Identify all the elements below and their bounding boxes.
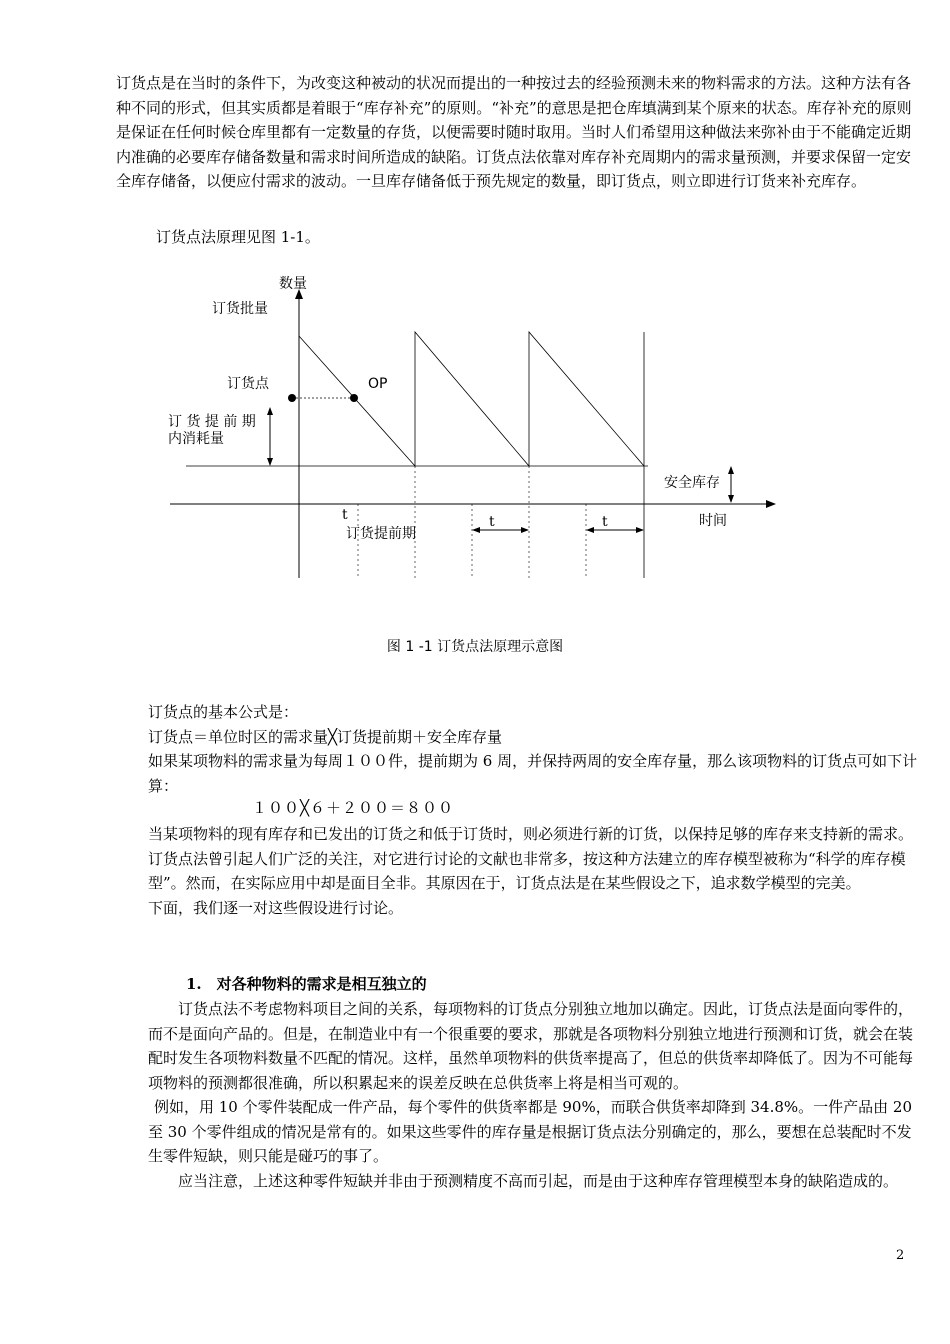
t-label-1: t <box>342 507 348 523</box>
discussion-paragraph-1: 当某项物料的现有库存和已发出的订货之和低于订货时，则必须进行新的订货，以保持足够的库存来支持新的需求。 <box>148 825 914 843</box>
order-batch-label: 订货批量 <box>212 301 268 317</box>
page-number: 2 <box>896 1248 905 1263</box>
t-label-3: t <box>602 514 608 530</box>
formula-section <box>148 700 918 798</box>
section-1-body <box>148 997 918 1193</box>
formula-calculation: １００╳６＋２００＝８００ <box>252 799 455 817</box>
y-axis-label: 数量 <box>279 276 307 292</box>
x-axis-label: 时间 <box>699 513 727 529</box>
reorder-point-dot-axis <box>288 394 296 402</box>
lead-consumption-label-1: 订 货 提 前 期 <box>168 414 256 430</box>
figure-reference: 订货点法原理见图 1-1。 <box>156 228 320 246</box>
formula-example: 如果某项物料的需求量为每周１００件，提前期为 6 周，并保持两周的安全库存量，那么该项物料的订货点可如下计算： <box>148 752 918 795</box>
safety-stock-label: 安全库存 <box>664 475 720 491</box>
lead-time-label: 订货提前期 <box>346 526 416 542</box>
lead-consumption-label-2: 内消耗量 <box>168 431 224 447</box>
t-label-2: t <box>489 514 495 530</box>
section-1-title: 1. 对各种物料的需求是相互独立的 <box>186 975 427 993</box>
formula-intro: 订货点的基本公式是： <box>148 703 299 721</box>
section-1-paragraph-1: 订货点法不考虑物料项目之间的关系，每项物料的订货点分别独立地加以确定。因此，订货点法是面向零件的，而不是面向产品的。但是，在制造业中有一个很重要的要求，那就是各项物料分别独立地进行预测和订货，就会在装配时发生各项物料数量不匹配的情况。这样，虽然单项物料的供货率提高了，但总的供货率却降低了。因为不可能每项物料的预测都很准确，所以积累起来的误差反映在总供货率上将是相当可观的。 <box>148 1000 914 1092</box>
discussion-paragraph-2: 订货点法曾引起人们广泛的关注，对它进行讨论的文献也非常多，按这种方法建立的库存模型被称为“科学的库存模型”。然而，在实际应用中却是面目全非。其原因在于，订货点法是在某些假设之下，追求数学模型的完美。 <box>148 849 906 892</box>
discussion-paragraph-3: 下面，我们逐一对这些假设进行讨论。 <box>148 898 404 917</box>
formula-definition: 订货点＝单位时区的需求量╳订货提前期＋安全库存量 <box>148 727 503 746</box>
intro-paragraph: 订货点是在当时的条件下，为改变这种被动的状况而提出的一种按过去的经验预测未来的物料需求的方法。这种方法有各种不同的形式，但其实质都是着眼于“库存补充”的原则。“补充”的意思是把仓库填满到某个原来的状态。库存补充的原则是保证在任何时候仓库里都有一定数量的存货，以便需要时随时取用。当时人们希望用这种做法来弥补由于不能确定近期内准确的必要库存储备数量和需求时间所造成的缺陷。订货点法依靠对库存补充周期内的需求量预测，并要求保留一定安全库存储备，以便应付需求的波动。一旦库存储备低于预先规定的数量，即订货点，则立即进行订货来补充库存。 <box>116 74 912 190</box>
op-label: OP <box>368 376 388 392</box>
reorder-point-label: 订货点 <box>227 376 269 392</box>
discussion-section <box>148 822 918 920</box>
reorder-point-dot-op <box>350 394 358 402</box>
section-1-paragraph-2: 例如，用 10 个零件装配成一件产品，每个零件的供货率都是 90%，而联合供货率却降到 34.8%。一件产品由 20 至 30 个零件组成的情况是常有的。如果这些零件的库存量是根据订货点法分别确定的，那么，要想在总装配时不发生零件短缺，则只能是碰巧的事了。 <box>148 1098 913 1165</box>
section-1-paragraph-3: 应当注意，上述这种零件短缺并非由于预测精度不高而引起，而是由于这种库存管理模型本身的缺陷造成的。 <box>178 1171 899 1190</box>
reorder-point-diagram <box>168 268 788 586</box>
figure-caption: 图 1 -1 订货点法原理示意图 <box>386 639 564 655</box>
